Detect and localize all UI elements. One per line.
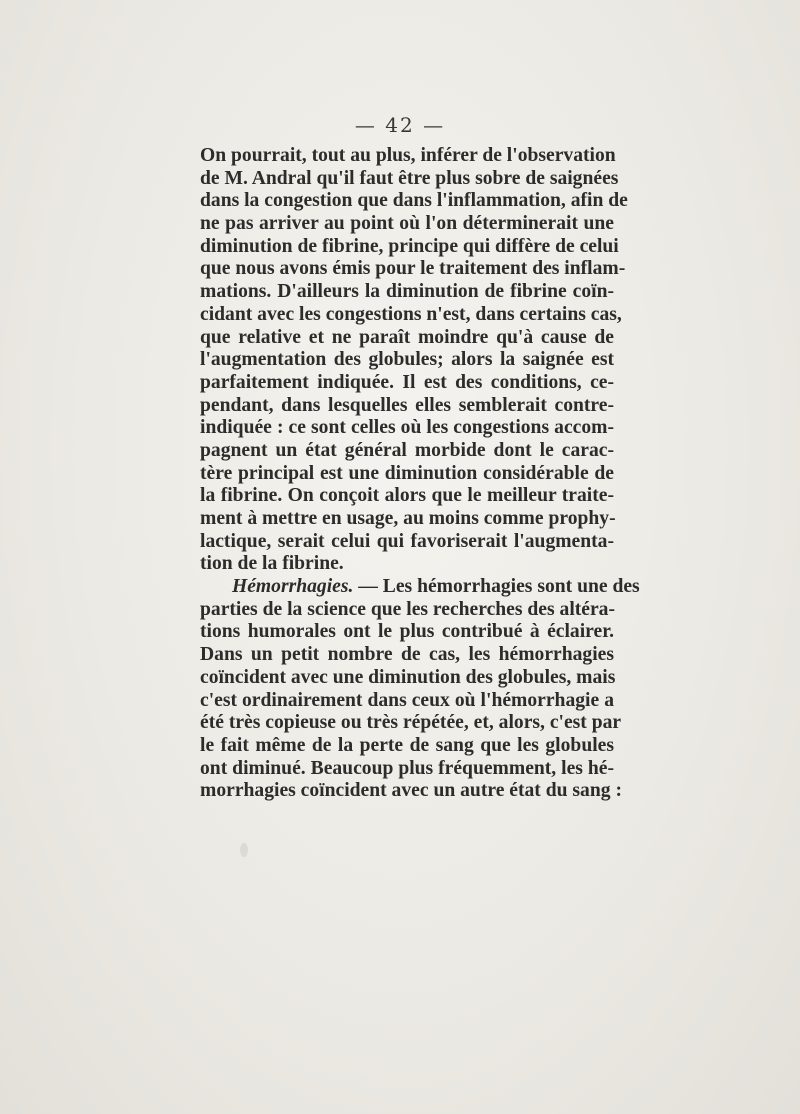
body-text [200,145,640,803]
text-line: ne pas arriver au point où l'on déterminerait une [200,213,614,235]
text-line: morrhagies coïncident avec un autre état du sang : [200,780,622,802]
text-line: parties de la science que les recherches des altéra- [200,598,615,620]
text-line: On pourrait, tout au plus, inférer de l'observation [200,145,616,166]
text-line: que nous avons émis pour le traitement des inflam- [200,258,626,280]
text-line: ont diminué. Beaucoup plus fréquemment, les hé- [200,757,614,779]
section-heading: Hémorrhagies. [232,576,354,598]
text-line: été très copieuse ou très répétée, et, alors, c'est par [200,712,622,734]
paper-smudge [240,843,248,857]
text-line: pendant, dans lesquelles elles semblerait contre- [200,394,614,416]
section-first-line-text: — Les hémorrhagies sont une des [353,576,640,598]
text-line: mations. D'ailleurs la diminution de fibrine coïn- [200,281,614,303]
text-line: coïncident avec une diminution des globules, mais [200,666,616,688]
text-line: Dans un petit nombre de cas, les hémorrhagies [200,644,614,666]
text-line: de M. Andral qu'il faut être plus sobre de saignées [200,167,619,189]
text-line: dans la congestion que dans l'inflammation, afin de [200,190,628,212]
text-line: tère principal est une diminution considérable de [200,462,614,484]
section-first-line [200,576,640,599]
text-line: cidant avec les congestions n'est, dans certains cas, [200,303,622,325]
text-line: la fibrine. On conçoit alors que le meilleur traite- [200,485,614,507]
text-line: le fait même de la perte de sang que les globules [200,734,614,756]
page-number: — 42 — [354,113,446,137]
text-line: l'augmentation des globules; alors la saignée est [200,349,614,371]
text-line: lactique, serait celui qui favoriserait l'augmenta- [200,530,614,552]
text-line: que relative et ne paraît moindre qu'à cause de [200,326,614,348]
text-line: ment à mettre en usage, au moins comme prophy- [200,508,616,529]
text-line: indiquée : ce sont celles où les congestions accom- [200,417,614,439]
text-line: pagnent un état général morbide dont le carac- [200,439,614,461]
text-line: tion de la fibrine. [200,553,344,575]
text-line: parfaitement indiquée. Il est des conditions, ce- [200,371,614,393]
text-line: diminution de fibrine, principe qui diffère de celui [200,235,619,257]
text-line: tions humorales ont le plus contribué à éclairer. [200,621,614,643]
text-line: c'est ordinairement dans ceux où l'hémorrhagie a [200,689,614,711]
